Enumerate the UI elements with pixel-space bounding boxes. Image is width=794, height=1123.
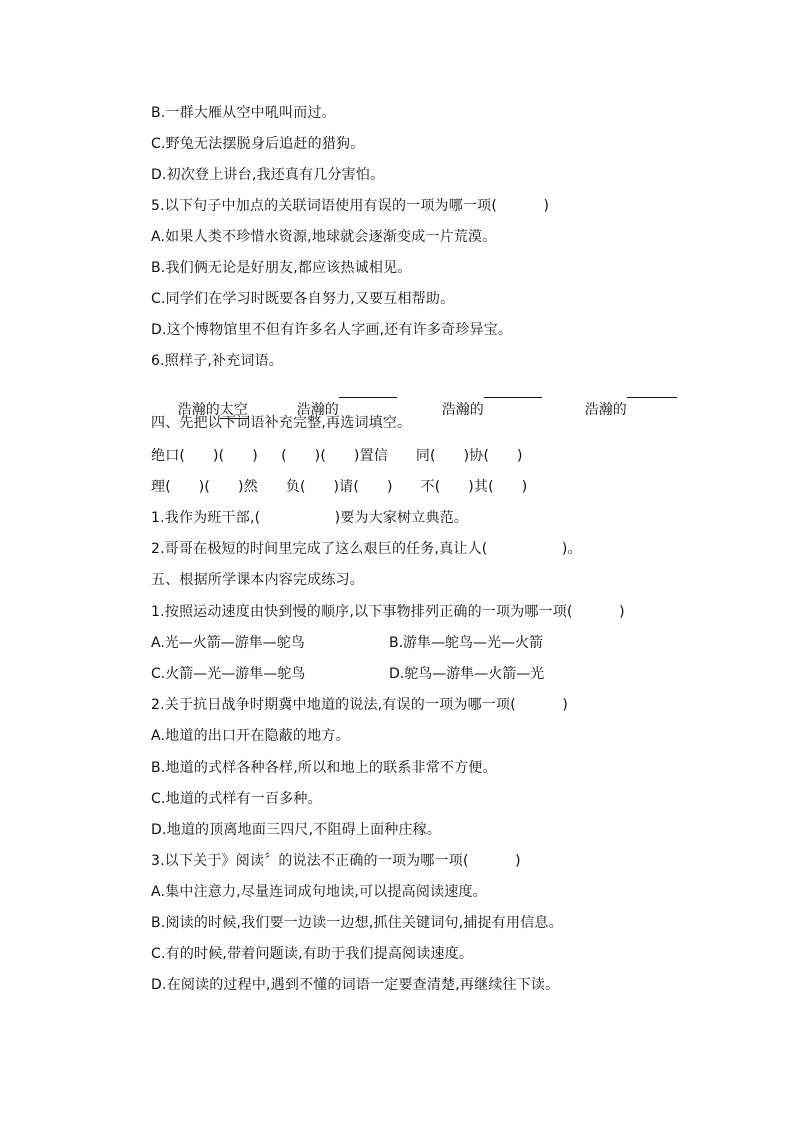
section-5-heading: 五、根据所学课本内容完成练习。: [151, 572, 364, 588]
idiom-row-1: 绝口( )( ) ( )( )置信 同( )协( ): [151, 448, 523, 464]
q5-option-b: B.我们俩无论是好朋友,都应该热诚相见。: [151, 260, 412, 276]
q4-option-b: B.一群大雁从空中吼叫而过。: [151, 105, 336, 121]
s5-q3-option-a: A.集中注意力,尽量连词成句地读,可以提高阅读速度。: [151, 884, 487, 900]
s5-q1-option-b: B.游隼—鸵鸟—光—火箭: [389, 635, 544, 651]
s5-q3-option-c: C.有的时候,带着问题读,有助于我们提高阅读速度。: [151, 946, 474, 962]
s5-q1-option-d: D.鸵鸟—游隼—火箭—光: [389, 666, 545, 682]
blank-3-prefix: 浩瀚的: [584, 402, 627, 418]
q4-option-d: D.初次登上讲台,我还真有几分害怕。: [151, 167, 385, 183]
q5-stem: 5.以下句子中加点的关联词语使用有误的一项为哪一项( ): [151, 198, 550, 214]
example-word: 太空: [219, 402, 248, 418]
blank-3-line[interactable]: [627, 383, 677, 398]
s5-q2-option-b: B.地道的式样各种各样,所以和地上的联系非常不方便。: [151, 760, 497, 776]
q5-option-d: D.这个博物馆里不但有许多名人字画,还有许多奇珍异宝。: [151, 322, 513, 338]
s5-q2-option-c: C.地道的式样有一百多种。: [151, 791, 322, 807]
s5-q1-option-c: C.火箭—光—游隼—鸵鸟: [151, 666, 306, 682]
s5-q1-options-row-2: [151, 665, 651, 683]
section-4-heading: 四、先把以下词语补充完整,再选词填空。: [151, 415, 412, 431]
q4-option-c: C.野兔无法摆脱身后追赶的猎狗。: [151, 136, 365, 152]
fill-sentence-2: 2.哥哥在极短的时间里完成了这么艰巨的任务,真让人( )。: [151, 541, 582, 557]
s5-q3-option-d: D.在阅读的过程中,遇到不懂的词语一定要查清楚,再继续往下读。: [151, 977, 560, 993]
s5-q3-option-b: B.阅读的时候,我们要一边读一边想,抓住关键词句,捕捉有用信息。: [151, 915, 563, 931]
q5-option-a: A.如果人类不珍惜水资源,地球就会逐渐变成一片荒漠。: [151, 229, 497, 245]
s5-q3-stem: 3.以下关于》阅读〞的说法不正确的一项为哪一项( ): [151, 853, 521, 869]
blank-1-prefix: 浩瀚的: [296, 402, 339, 418]
idiom-row-2: 理( )( )然 负( )请( ) 不( )其( ): [151, 479, 528, 495]
fill-sentence-1: 1.我作为班干部,( )要为大家树立典范。: [151, 510, 469, 526]
s5-q2-stem: 2.关于抗日战争时期冀中地道的说法,有误的一项为哪一项( ): [151, 697, 569, 713]
blank-2-line[interactable]: [484, 383, 542, 398]
s5-q1-options-row-1: [151, 634, 651, 652]
q6-stem: 6.照样子,补充词语。: [151, 353, 284, 369]
blank-1-line[interactable]: [339, 383, 397, 398]
blank-2-prefix: 浩瀚的: [441, 402, 484, 418]
s5-q2-option-d: D.地道的顶离地面三四尺,不阻碍上面种庄稼。: [151, 822, 442, 838]
example-prefix: 浩瀚的: [177, 402, 220, 418]
q6-fill-row: [151, 383, 671, 418]
s5-q1-stem: 1.按照运动速度由快到慢的顺序,以下事物排列正确的一项为哪一项( ): [151, 604, 625, 620]
q5-option-c: C.同学们在学习时既要各自努力,又要互相帮助。: [151, 291, 455, 307]
s5-q2-option-a: A.地道的出口开在隐蔽的地方。: [151, 728, 350, 744]
s5-q1-option-a: A.光—火箭—游隼—鸵鸟: [151, 635, 305, 651]
